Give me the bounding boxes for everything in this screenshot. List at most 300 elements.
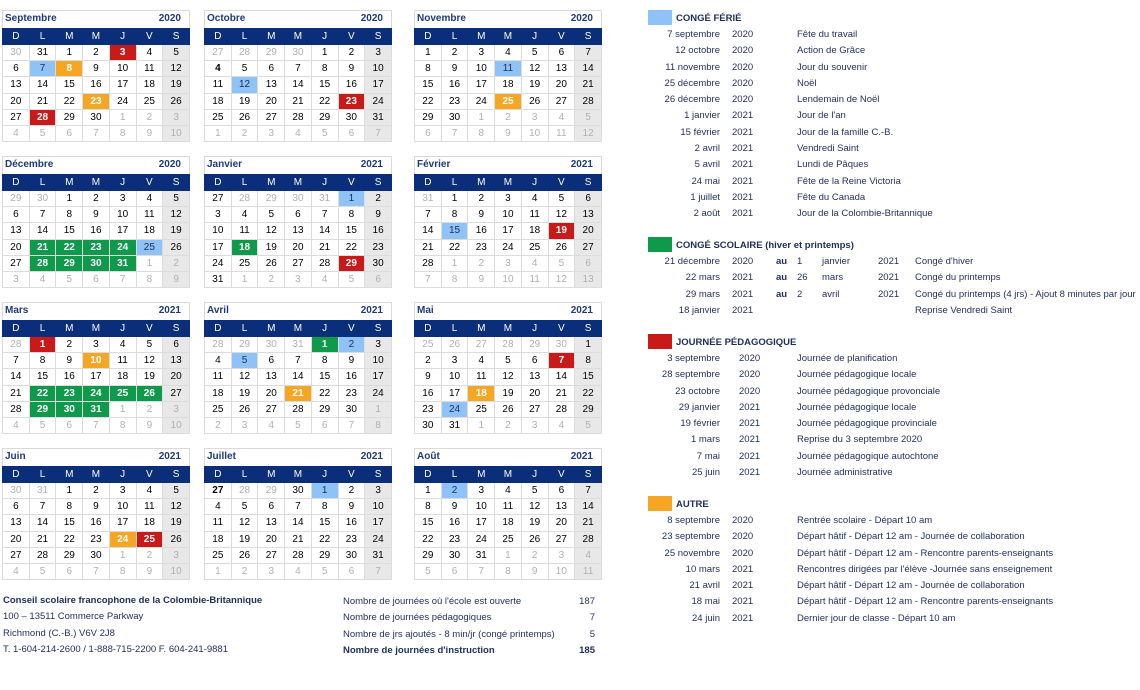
day-cell: 14 bbox=[285, 77, 312, 93]
day-cell: 3 bbox=[468, 45, 495, 61]
day-cell: 13 bbox=[3, 223, 30, 239]
month-year: 2021 bbox=[570, 159, 593, 170]
day-cell: 21 bbox=[311, 239, 338, 255]
day-cell: 7 bbox=[468, 563, 495, 579]
month-year: 2021 bbox=[158, 305, 181, 316]
day-cell: 6 bbox=[3, 207, 30, 223]
week-row bbox=[205, 45, 392, 61]
day-cell: 9 bbox=[415, 369, 442, 385]
day-cell: 18 bbox=[205, 531, 232, 547]
day-cell: 30 bbox=[338, 547, 365, 563]
day-cell: 1 bbox=[495, 547, 522, 563]
day-cell: 6 bbox=[338, 125, 365, 141]
day-cell: 21 bbox=[575, 77, 602, 93]
weekday-header: V bbox=[548, 467, 575, 483]
day-cell: 4 bbox=[205, 499, 232, 515]
week-row bbox=[3, 239, 190, 255]
day-cell: 14 bbox=[548, 369, 575, 385]
break-end-year: 2021 bbox=[878, 272, 900, 284]
day-cell: 24 bbox=[365, 531, 392, 547]
day-cell: 7 bbox=[83, 417, 110, 433]
other-year: 2021 bbox=[732, 580, 754, 592]
day-cell: 11 bbox=[136, 207, 163, 223]
month-name: Avril bbox=[207, 305, 229, 316]
weekday-header: S bbox=[575, 29, 602, 45]
break-start-year: 2020 bbox=[732, 256, 754, 267]
day-cell: 4 bbox=[285, 125, 312, 141]
legend-other bbox=[648, 496, 1140, 628]
weekday-header: D bbox=[3, 467, 30, 483]
day-cell: 28 bbox=[575, 93, 602, 109]
week-row bbox=[415, 93, 602, 109]
day-cell: 2 bbox=[136, 401, 163, 417]
day-cell: 31 bbox=[441, 417, 468, 433]
day-cell: 22 bbox=[311, 93, 338, 109]
day-cell: 13 bbox=[285, 223, 312, 239]
day-cell: 15 bbox=[56, 223, 83, 239]
week-row bbox=[415, 337, 602, 353]
other-description: Départ hâtif - Départ 12 am - Rencontre parents-enseignants bbox=[797, 596, 1054, 608]
month-year: 2021 bbox=[360, 305, 383, 316]
month-year: 2020 bbox=[570, 13, 593, 24]
day-cell: 18 bbox=[136, 77, 163, 93]
weekday-header: M bbox=[495, 29, 522, 45]
break-end-day: 2 bbox=[797, 288, 803, 300]
day-cell: 18 bbox=[495, 77, 522, 93]
ped-description: Journée pédagogique locale bbox=[797, 369, 917, 381]
weekday-header: D bbox=[3, 175, 30, 191]
weekday-header: L bbox=[441, 29, 468, 45]
day-cell: 3 bbox=[548, 547, 575, 563]
day-cell: 21 bbox=[285, 93, 312, 109]
other-description: Dernier jour de classe - Départ 10 am bbox=[797, 612, 956, 624]
stat-row bbox=[343, 611, 595, 627]
day-cell: 9 bbox=[83, 207, 110, 223]
day-cell: 8 bbox=[109, 417, 136, 433]
day-cell-other: 10 bbox=[83, 353, 110, 369]
holidays-row bbox=[648, 109, 1140, 125]
month-year: 2020 bbox=[360, 13, 383, 24]
break-end-year: 2021 bbox=[878, 288, 900, 300]
day-cell: 26 bbox=[258, 255, 285, 271]
day-cell: 27 bbox=[285, 255, 312, 271]
day-cell: 29 bbox=[3, 191, 30, 207]
other-year: 2020 bbox=[732, 547, 754, 559]
day-cell: 11 bbox=[468, 369, 495, 385]
week-row bbox=[415, 271, 602, 287]
day-cell: 2 bbox=[415, 353, 442, 369]
month-11 bbox=[414, 448, 602, 580]
day-cell: 12 bbox=[548, 207, 575, 223]
day-cell: 26 bbox=[163, 239, 190, 255]
month-header bbox=[2, 10, 190, 28]
weekday-header: J bbox=[109, 321, 136, 337]
day-cell: 5 bbox=[548, 255, 575, 271]
day-cell: 13 bbox=[521, 369, 548, 385]
day-cell: 19 bbox=[521, 515, 548, 531]
holiday-description: Fête du travail bbox=[797, 29, 858, 40]
day-cell: 25 bbox=[205, 547, 232, 563]
week-row bbox=[3, 61, 190, 77]
day-cell: 2 bbox=[495, 417, 522, 433]
ped-year: 2020 bbox=[739, 369, 761, 381]
day-cell: 4 bbox=[136, 45, 163, 61]
day-cell: 3 bbox=[468, 483, 495, 499]
legend-holidays-title: CONGÉ FÉRIÉ bbox=[676, 13, 742, 24]
day-cell: 3 bbox=[365, 483, 392, 499]
day-cell: 11 bbox=[521, 207, 548, 223]
day-cell: 1 bbox=[441, 255, 468, 271]
day-cell: 27 bbox=[548, 93, 575, 109]
day-cell: 3 bbox=[258, 125, 285, 141]
week-row bbox=[205, 191, 392, 207]
day-cell: 11 bbox=[109, 353, 136, 369]
weekday-header: S bbox=[575, 175, 602, 191]
stat-value: 185 bbox=[579, 644, 595, 656]
holiday-description: Jour de la famille C.-B. bbox=[797, 126, 894, 138]
day-cell: 21 bbox=[29, 93, 56, 109]
ped-description: Reprise du 3 septembre 2020 bbox=[797, 434, 923, 446]
legend-pedagogical-title: JOURNÉE PÉDAGOGIQUE bbox=[676, 337, 797, 348]
day-cell: 3 bbox=[285, 271, 312, 287]
day-cell: 20 bbox=[521, 385, 548, 401]
day-cell: 10 bbox=[365, 353, 392, 369]
holidays-row bbox=[648, 175, 1140, 191]
month-name: Octobre bbox=[207, 13, 246, 24]
holiday-year: 2021 bbox=[732, 208, 754, 220]
weekday-header: M bbox=[495, 467, 522, 483]
holiday-year: 2020 bbox=[732, 45, 754, 57]
other-row bbox=[648, 514, 1140, 530]
other-date: 21 avril bbox=[689, 580, 720, 592]
day-cell-holiday: 2 bbox=[441, 483, 468, 499]
week-row bbox=[205, 61, 392, 77]
day-cell: 9 bbox=[468, 207, 495, 223]
day-cell: 24 bbox=[495, 239, 522, 255]
ped-year: 2021 bbox=[739, 434, 761, 446]
day-cell: 1 bbox=[56, 45, 83, 61]
holiday-date: 5 avril bbox=[694, 159, 720, 171]
day-cell: 31 bbox=[365, 109, 392, 125]
day-cell: 30 bbox=[338, 401, 365, 417]
day-cell: 26 bbox=[163, 531, 190, 547]
break-end-month: mars bbox=[822, 272, 844, 284]
day-cell: 7 bbox=[285, 353, 312, 369]
day-cell: 28 bbox=[231, 45, 258, 61]
weekday-header: M bbox=[56, 321, 83, 337]
weekday-header: M bbox=[56, 29, 83, 45]
weekday-header: J bbox=[521, 321, 548, 337]
day-cell: 23 bbox=[338, 531, 365, 547]
week-row bbox=[415, 401, 602, 417]
weekday-header: J bbox=[109, 467, 136, 483]
day-cell-break: 22 bbox=[29, 385, 56, 401]
day-cell-break: 24 bbox=[109, 239, 136, 255]
day-cell: 5 bbox=[136, 337, 163, 353]
break-color-swatch bbox=[648, 237, 672, 252]
week-row bbox=[3, 45, 190, 61]
day-cell-break: 1 bbox=[311, 337, 338, 353]
week-row bbox=[415, 417, 602, 433]
address-line-2: Richmond (C.-B.) V6V 2J8 bbox=[3, 627, 115, 639]
day-cell: 3 bbox=[495, 255, 522, 271]
day-cell: 4 bbox=[548, 109, 575, 125]
day-cell: 26 bbox=[231, 401, 258, 417]
day-cell: 10 bbox=[468, 499, 495, 515]
day-cell: 26 bbox=[521, 531, 548, 547]
day-cell: 1 bbox=[109, 401, 136, 417]
holiday-year: 2020 bbox=[732, 29, 754, 40]
pedagogical-row bbox=[648, 385, 1140, 401]
phone-line: T. 1-604-214-2600 / 1-888-715-2200 F. 604-241-9881 bbox=[3, 643, 228, 655]
weekday-header: L bbox=[29, 175, 56, 191]
legend-pedagogical-header bbox=[648, 334, 1140, 352]
day-cell: 29 bbox=[311, 109, 338, 125]
day-cell: 15 bbox=[575, 369, 602, 385]
day-cell: 2 bbox=[83, 483, 110, 499]
day-cell: 3 bbox=[109, 191, 136, 207]
holiday-date: 11 novembre bbox=[665, 61, 720, 73]
day-cell: 14 bbox=[311, 223, 338, 239]
day-cell: 9 bbox=[338, 353, 365, 369]
weekday-header: S bbox=[365, 175, 392, 191]
other-row bbox=[648, 595, 1140, 611]
stat-row bbox=[343, 644, 595, 660]
day-cell: 29 bbox=[56, 547, 83, 563]
day-cell: 17 bbox=[205, 239, 232, 255]
day-cell: 8 bbox=[415, 499, 442, 515]
day-cell: 9 bbox=[365, 207, 392, 223]
day-cell: 5 bbox=[338, 271, 365, 287]
week-row bbox=[3, 337, 190, 353]
week-row bbox=[415, 531, 602, 547]
weekday-header: M bbox=[56, 175, 83, 191]
day-cell: 2 bbox=[365, 191, 392, 207]
day-cell: 1 bbox=[575, 337, 602, 353]
day-cell: 20 bbox=[548, 77, 575, 93]
day-cell: 27 bbox=[163, 385, 190, 401]
day-cell: 22 bbox=[311, 385, 338, 401]
day-cell: 2 bbox=[205, 417, 232, 433]
break-description: Congé du printemps bbox=[915, 272, 1001, 284]
weekday-header: S bbox=[163, 29, 190, 45]
weekday-header: M bbox=[285, 467, 312, 483]
month-header bbox=[414, 156, 602, 174]
month-6 bbox=[2, 302, 190, 434]
day-cell: 2 bbox=[468, 191, 495, 207]
day-cell: 18 bbox=[109, 369, 136, 385]
stat-value: 7 bbox=[589, 612, 595, 624]
week-row bbox=[415, 563, 602, 579]
day-cell: 24 bbox=[468, 93, 495, 109]
day-cell: 9 bbox=[521, 563, 548, 579]
day-cell: 11 bbox=[205, 77, 232, 93]
month-header bbox=[2, 156, 190, 174]
month-grid bbox=[2, 466, 190, 580]
pedagogical-row bbox=[648, 433, 1140, 449]
month-year: 2021 bbox=[570, 305, 593, 316]
day-cell: 11 bbox=[136, 499, 163, 515]
day-cell: 28 bbox=[311, 255, 338, 271]
weekday-header: D bbox=[3, 29, 30, 45]
weekday-header: V bbox=[136, 321, 163, 337]
day-cell: 26 bbox=[441, 337, 468, 353]
day-cell-other: 25 bbox=[495, 93, 522, 109]
day-cell: 6 bbox=[415, 125, 442, 141]
week-row bbox=[205, 271, 392, 287]
ped-description: Journée pédagogique provinciale bbox=[797, 418, 937, 430]
pedagogical-row bbox=[648, 401, 1140, 417]
day-cell: 9 bbox=[56, 353, 83, 369]
holidays-row bbox=[648, 142, 1140, 158]
day-cell: 20 bbox=[258, 385, 285, 401]
week-row bbox=[415, 353, 602, 369]
day-cell: 18 bbox=[521, 223, 548, 239]
day-cell: 3 bbox=[3, 271, 30, 287]
day-cell: 17 bbox=[109, 223, 136, 239]
day-cell: 19 bbox=[495, 385, 522, 401]
day-cell-holiday: 2 bbox=[338, 337, 365, 353]
day-cell: 6 bbox=[441, 563, 468, 579]
day-cell-ped: 25 bbox=[136, 531, 163, 547]
break-end-month: avril bbox=[822, 288, 840, 300]
day-cell: 7 bbox=[109, 271, 136, 287]
legend-breaks-header bbox=[648, 237, 1140, 255]
week-row bbox=[415, 385, 602, 401]
day-cell: 26 bbox=[521, 93, 548, 109]
day-cell: 9 bbox=[495, 125, 522, 141]
weekday-header: M bbox=[468, 175, 495, 191]
day-cell: 28 bbox=[495, 337, 522, 353]
day-cell: 16 bbox=[338, 77, 365, 93]
weekday-header: L bbox=[29, 467, 56, 483]
day-cell: 8 bbox=[136, 271, 163, 287]
day-cell-other: 18 bbox=[468, 385, 495, 401]
day-cell: 7 bbox=[83, 125, 110, 141]
day-cell: 20 bbox=[575, 223, 602, 239]
day-cell: 20 bbox=[3, 239, 30, 255]
ped-year: 2021 bbox=[739, 450, 761, 462]
day-cell: 18 bbox=[205, 385, 232, 401]
day-cell: 14 bbox=[29, 77, 56, 93]
holiday-date: 26 décembre bbox=[664, 94, 720, 106]
week-row bbox=[205, 483, 392, 499]
day-cell: 2 bbox=[258, 271, 285, 287]
day-cell: 26 bbox=[163, 93, 190, 109]
day-cell: 25 bbox=[231, 255, 258, 271]
day-cell: 22 bbox=[338, 239, 365, 255]
day-cell: 24 bbox=[468, 531, 495, 547]
day-cell: 17 bbox=[468, 515, 495, 531]
day-cell: 4 bbox=[495, 45, 522, 61]
month-10 bbox=[204, 448, 392, 580]
holidays-row bbox=[648, 93, 1140, 109]
day-cell: 6 bbox=[83, 271, 110, 287]
day-cell: 5 bbox=[548, 191, 575, 207]
week-row bbox=[205, 499, 392, 515]
day-cell: 11 bbox=[495, 499, 522, 515]
ped-year: 2020 bbox=[739, 385, 761, 397]
holiday-date: 24 mai bbox=[691, 175, 720, 187]
day-cell: 3 bbox=[163, 401, 190, 417]
day-cell: 1 bbox=[56, 483, 83, 499]
day-cell: 13 bbox=[548, 61, 575, 77]
holiday-description: Jour de l'an bbox=[797, 110, 846, 122]
break-start-date: 22 mars bbox=[685, 272, 720, 284]
day-cell: 30 bbox=[29, 191, 56, 207]
day-cell-other: 8 bbox=[56, 61, 83, 77]
day-cell: 4 bbox=[468, 353, 495, 369]
day-cell: 22 bbox=[56, 531, 83, 547]
week-row bbox=[3, 499, 190, 515]
day-cell: 14 bbox=[29, 515, 56, 531]
week-row bbox=[205, 547, 392, 563]
day-cell: 5 bbox=[311, 563, 338, 579]
day-cell: 21 bbox=[575, 515, 602, 531]
weekday-header: L bbox=[231, 175, 258, 191]
weekday-header: M bbox=[83, 467, 110, 483]
month-year: 2021 bbox=[158, 451, 181, 462]
day-cell: 24 bbox=[109, 93, 136, 109]
week-row bbox=[205, 223, 392, 239]
day-cell: 19 bbox=[163, 223, 190, 239]
day-cell: 4 bbox=[285, 563, 312, 579]
day-cell: 2 bbox=[338, 483, 365, 499]
day-cell: 3 bbox=[365, 337, 392, 353]
day-cell: 31 bbox=[205, 271, 232, 287]
day-cell: 5 bbox=[575, 417, 602, 433]
day-cell: 20 bbox=[3, 93, 30, 109]
day-cell: 28 bbox=[285, 401, 312, 417]
day-cell: 1 bbox=[205, 125, 232, 141]
day-cell: 31 bbox=[415, 191, 442, 207]
weekday-header: S bbox=[163, 321, 190, 337]
weekday-header: V bbox=[136, 29, 163, 45]
other-row bbox=[648, 563, 1140, 579]
day-cell: 4 bbox=[521, 255, 548, 271]
day-cell: 6 bbox=[521, 353, 548, 369]
day-cell: 1 bbox=[415, 483, 442, 499]
day-cell: 3 bbox=[163, 547, 190, 563]
week-row bbox=[205, 385, 392, 401]
day-cell-break: 31 bbox=[83, 401, 110, 417]
day-cell: 6 bbox=[56, 417, 83, 433]
day-cell: 17 bbox=[365, 369, 392, 385]
day-cell: 12 bbox=[548, 271, 575, 287]
day-cell: 16 bbox=[468, 223, 495, 239]
day-cell: 27 bbox=[3, 255, 30, 271]
day-cell: 15 bbox=[29, 369, 56, 385]
day-cell: 3 bbox=[365, 45, 392, 61]
weekday-header: M bbox=[56, 467, 83, 483]
day-cell: 9 bbox=[441, 499, 468, 515]
day-cell: 16 bbox=[83, 77, 110, 93]
month-grid bbox=[204, 174, 392, 288]
breaks-row bbox=[648, 271, 1140, 287]
week-row bbox=[3, 401, 190, 417]
day-cell: 21 bbox=[285, 531, 312, 547]
day-cell-ped: 28 bbox=[29, 109, 56, 125]
other-date: 24 juin bbox=[692, 612, 720, 624]
day-cell: 4 bbox=[205, 61, 232, 77]
month-name: Août bbox=[417, 451, 440, 462]
day-cell: 9 bbox=[136, 563, 163, 579]
week-row bbox=[415, 515, 602, 531]
week-row bbox=[415, 223, 602, 239]
day-cell-holiday: 1 bbox=[338, 191, 365, 207]
legend-breaks bbox=[648, 237, 1140, 320]
break-start-date: 29 mars bbox=[685, 288, 720, 300]
